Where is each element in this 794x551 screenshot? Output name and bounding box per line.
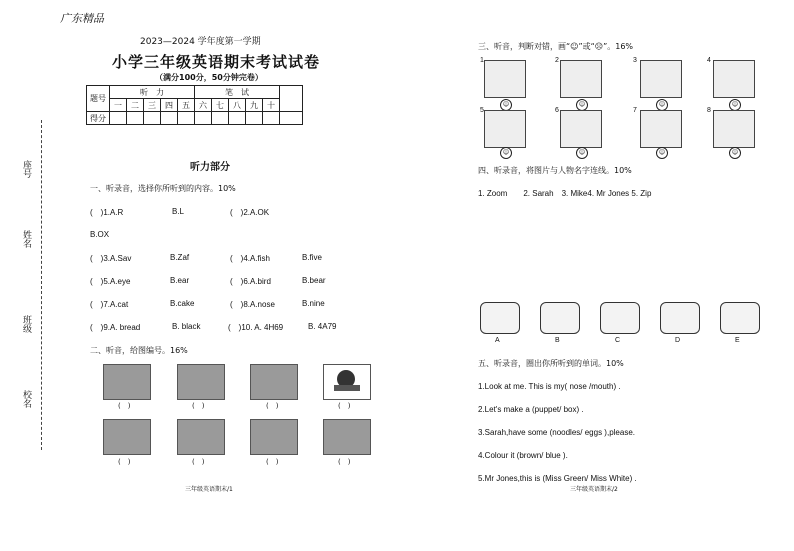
q2-picture-3	[250, 364, 298, 400]
q4-picture-a	[480, 302, 520, 334]
q3-picture-5	[484, 110, 526, 148]
score-cell[interactable]	[178, 112, 195, 125]
q4-picture-b	[540, 302, 580, 334]
score-cell[interactable]	[144, 112, 161, 125]
col-1: 一	[110, 99, 127, 112]
q4-letter-a: A	[495, 337, 500, 344]
q3-num-8: 8	[707, 107, 711, 114]
col-3: 三	[144, 99, 161, 112]
q3-face-8[interactable]: ☺	[729, 147, 741, 159]
q2-picture-2	[177, 364, 225, 400]
col-2: 二	[127, 99, 144, 112]
q1-2b[interactable]: B.OX	[90, 230, 110, 239]
q2-picture-1	[103, 364, 151, 400]
q1-1a[interactable]: ( )1.A.R	[90, 208, 124, 217]
score-cell[interactable]	[127, 112, 144, 125]
q1-9b[interactable]: B. black	[172, 322, 201, 331]
side-label-school: 校名	[21, 390, 31, 408]
q3-picture-8	[713, 110, 755, 148]
score-cell[interactable]	[229, 112, 246, 125]
q1-4b[interactable]: B.five	[302, 253, 323, 262]
q1-8a[interactable]: ( )8.A.nose	[230, 300, 275, 309]
binding-line	[41, 120, 42, 450]
score-table	[86, 85, 303, 125]
q2-picture-7	[250, 419, 298, 455]
q1-2a[interactable]: ( )2.A.OK	[230, 208, 270, 217]
q2-picture-4	[323, 364, 371, 400]
q1-1b[interactable]: B.L	[172, 207, 185, 216]
side-label-seat: 座号	[21, 160, 31, 178]
q3-num-1: 1	[480, 57, 484, 64]
q4-names: 1. Zoom 2. Sarah 3. Mike4. Mr Jones 5. Zip	[478, 189, 652, 198]
q2-answer-7[interactable]: ( )	[266, 458, 279, 466]
q1-9a[interactable]: ( )9.A. bread	[90, 323, 141, 332]
q1-4a[interactable]: ( )4.A.fish	[230, 254, 271, 263]
q5-item-1[interactable]: 1.Look at me. This is my( nose /mouth) .	[478, 382, 621, 391]
q4-letter-d: D	[675, 337, 681, 344]
q4-picture-e	[720, 302, 760, 334]
score-cell[interactable]	[246, 112, 263, 125]
school-year: 2023—2024 学年度第一学期	[140, 37, 261, 47]
q1-7a[interactable]: ( )7.A.cat	[90, 300, 129, 309]
col-8: 八	[229, 99, 246, 112]
q1-5b[interactable]: B.ear	[170, 276, 190, 285]
q4-letter-e: E	[735, 337, 740, 344]
q1-5a[interactable]: ( )5.A.eye	[90, 277, 131, 286]
q3-face-3[interactable]: ☺	[656, 99, 668, 111]
side-label-name: 姓名	[21, 230, 31, 248]
q3-picture-3	[640, 60, 682, 98]
q3-face-5[interactable]: ☺	[500, 147, 512, 159]
q3-face-6[interactable]: ☺	[576, 147, 588, 159]
q3-face-7[interactable]: ☺	[656, 147, 668, 159]
section-title: 听力部分	[190, 162, 230, 173]
q5-item-3[interactable]: 3.Sarah,have some (noodles/ eggs ),please.	[478, 428, 635, 437]
score-cell[interactable]	[195, 112, 212, 125]
q2-title: 二、听音，给图编号。16%	[90, 346, 188, 355]
q1-8b[interactable]: B.nine	[302, 299, 325, 308]
exam-subtitle: （满分100分，50分钟完卷）	[155, 73, 263, 82]
q2-answer-1[interactable]: ( )	[118, 402, 131, 410]
q3-picture-4	[713, 60, 755, 98]
score-cell[interactable]	[161, 112, 178, 125]
q4-picture-d	[660, 302, 700, 334]
left-footer: 三年级英语期末/1	[185, 486, 233, 493]
q4-title: 四、听录音，将图片与人物名字连线。10%	[478, 166, 632, 175]
col-4: 四	[161, 99, 178, 112]
q5-item-2[interactable]: 2.Let's make a (puppet/ box) .	[478, 405, 584, 414]
side-label-class: 班级	[21, 315, 31, 333]
cell-score-label: 得分	[87, 112, 110, 125]
q3-face-2[interactable]: ☺	[576, 99, 588, 111]
cell-label-number: 题号	[87, 86, 110, 112]
q3-face-1[interactable]: ☺	[500, 99, 512, 111]
score-cell[interactable]	[212, 112, 229, 125]
q3-num-2: 2	[555, 57, 559, 64]
q3-title: 三、听音，判断对错，画“☺”或“☹”。16%	[478, 42, 634, 51]
q1-10a[interactable]: ( )10. A. 4H69	[228, 323, 284, 332]
q3-num-5: 5	[480, 107, 484, 114]
q5-title: 五、听录音，圈出你所听到的单词。10%	[478, 359, 624, 368]
q2-answer-3[interactable]: ( )	[266, 402, 279, 410]
q2-picture-8	[323, 419, 371, 455]
score-cell[interactable]	[110, 112, 127, 125]
q1-7b[interactable]: B.cake	[170, 299, 195, 308]
q2-picture-6	[177, 419, 225, 455]
cell-written: 笔 试	[195, 86, 280, 99]
col-10: 十	[263, 99, 280, 112]
q4-letter-b: B	[555, 337, 560, 344]
q3-num-3: 3	[633, 57, 637, 64]
q3-picture-1	[484, 60, 526, 98]
score-cell[interactable]	[263, 112, 280, 125]
q2-answer-8[interactable]: ( )	[338, 458, 351, 466]
q1-title: 一、听录音，选择你所听到的内容。10%	[90, 184, 236, 193]
q4-letter-c: C	[615, 337, 621, 344]
corner-stamp: 广东精品	[60, 12, 104, 25]
q1-10b[interactable]: B. 4A79	[308, 322, 337, 331]
q3-picture-6	[560, 110, 602, 148]
q2-picture-5	[103, 419, 151, 455]
col-7: 七	[212, 99, 229, 112]
q3-num-7: 7	[633, 107, 637, 114]
q4-picture-c	[600, 302, 640, 334]
q2-answer-4[interactable]: ( )	[338, 402, 351, 410]
q3-picture-7	[640, 110, 682, 148]
q3-picture-2	[560, 60, 602, 98]
q2-answer-6[interactable]: ( )	[192, 458, 205, 466]
cell-total-head	[280, 86, 303, 112]
col-9: 九	[246, 99, 263, 112]
col-5: 五	[178, 99, 195, 112]
q1-6a[interactable]: ( )6.A.bird	[230, 277, 271, 286]
q2-answer-5[interactable]: ( )	[118, 458, 131, 466]
score-cell-total[interactable]	[280, 112, 303, 125]
q1-3a[interactable]: ( )3.A.Sav	[90, 254, 132, 263]
q5-item-5[interactable]: 5.Mr Jones,this is (Miss Green/ Miss White) .	[478, 474, 637, 483]
q3-num-6: 6	[555, 107, 559, 114]
cell-listening: 听 力	[110, 86, 195, 99]
q3-num-4: 4	[707, 57, 711, 64]
q3-face-4[interactable]: ☺	[729, 99, 741, 111]
q2-answer-2[interactable]: ( )	[192, 402, 205, 410]
q5-item-4[interactable]: 4.Colour it (brown/ blue ).	[478, 451, 568, 460]
exam-title: 小学三年级英语期末考试试卷	[112, 53, 321, 71]
q1-3b[interactable]: B.Zaf	[170, 253, 190, 262]
right-footer: 三年级英语期末/2	[570, 486, 618, 493]
col-6: 六	[195, 99, 212, 112]
q1-6b[interactable]: B.bear	[302, 276, 326, 285]
